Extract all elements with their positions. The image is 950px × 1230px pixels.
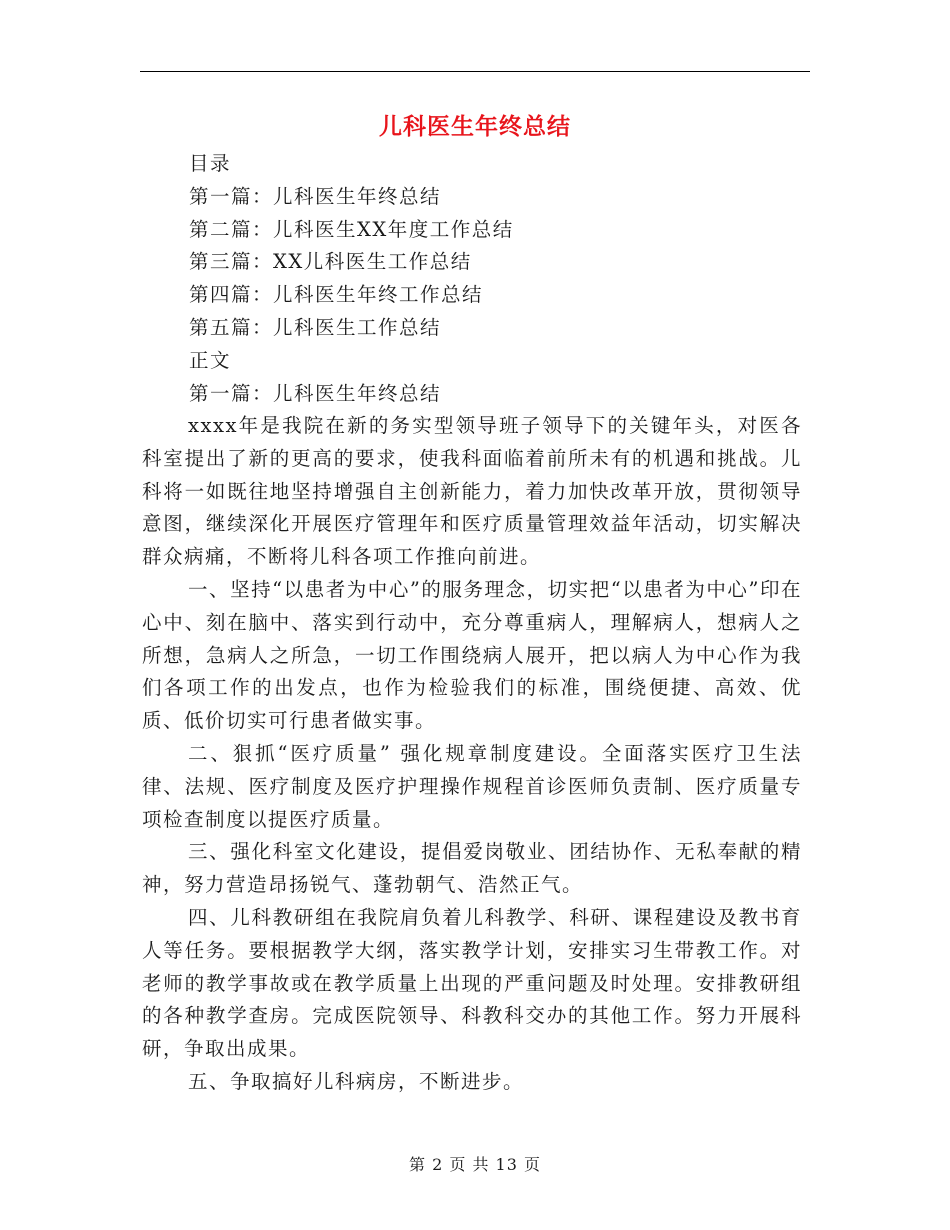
paragraph: 四、儿科教研组在我院肩负着儿科教学、科研、课程建设及教书育人等任务。要根据教学大纲，落实教学计划，安排实习生带教工作。对老师的教学事故或在教学质量上出现的严重问题及时处理。安排教研组的各种教学查房。完成医院领导、科教科交办的其他工作。努力开展科研，争取出成果。	[142, 905, 802, 1061]
body-heading: 正文	[189, 348, 232, 372]
toc-heading: 目录	[189, 152, 232, 175]
section-heading: 第一篇：儿科医生年终总结	[189, 381, 442, 405]
paragraph: 二、狠抓“医疗质量” 强化规章制度建设。全面落实医疗卫生法律、法规、医疗制度及医疗护理操作规程首诊医师负责制、医疗质量专项检查制度以提医疗质量。	[142, 741, 802, 831]
paragraph: xxxx年是我院在新的务实型领导班子领导下的关键年头，对医各科室提出了新的更高的要求，使我科面临着前所未有的机遇和挑战。儿科将一如既往地坚持增强自主创新能力，着力加快改革开放，贯彻领导意图，继续深化开展医疗管理年和医疗质量管理效益年活动，切实解决群众病痛，不断将儿科各项工作推向前进。	[142, 414, 802, 569]
document-title: 儿科医生年终总结	[379, 114, 571, 140]
toc-item: 第四篇：儿科医生年终工作总结	[189, 283, 484, 307]
header-rule	[140, 71, 810, 72]
paragraph: 一、坚持“以患者为中心”的服务理念，切实把“以患者为中心”印在心中、刻在脑中、落实到行动中，充分尊重病人，理解病人，想病人之所想，急病人之所急，一切工作围绕病人展开，把以病人为中心作为我们各项工作的出发点，也作为检验我们的标准，围绕便捷、高效、优质、低价切实可行患者做实事。	[142, 577, 802, 733]
paragraph: 五、争取搞好儿科病房，不断进步。	[188, 1069, 525, 1093]
paragraph: 三、强化科室文化建设，提倡爱岗敬业、团结协作、无私奉献的精神，努力营造昂扬锐气、蓬勃朝气、浩然正气。	[142, 840, 802, 897]
toc-item: 第二篇：儿科医生XX年度工作总结	[189, 217, 514, 241]
toc-item: 第五篇：儿科医生工作总结	[189, 315, 442, 339]
toc-item: 第一篇：儿科医生年终总结	[189, 184, 442, 208]
table-of-contents	[189, 148, 514, 410]
page-footer: 第 2 页 共 13 页	[409, 1155, 541, 1174]
toc-item: 第三篇：XX儿科医生工作总结	[189, 250, 472, 274]
document-body	[142, 410, 802, 1099]
